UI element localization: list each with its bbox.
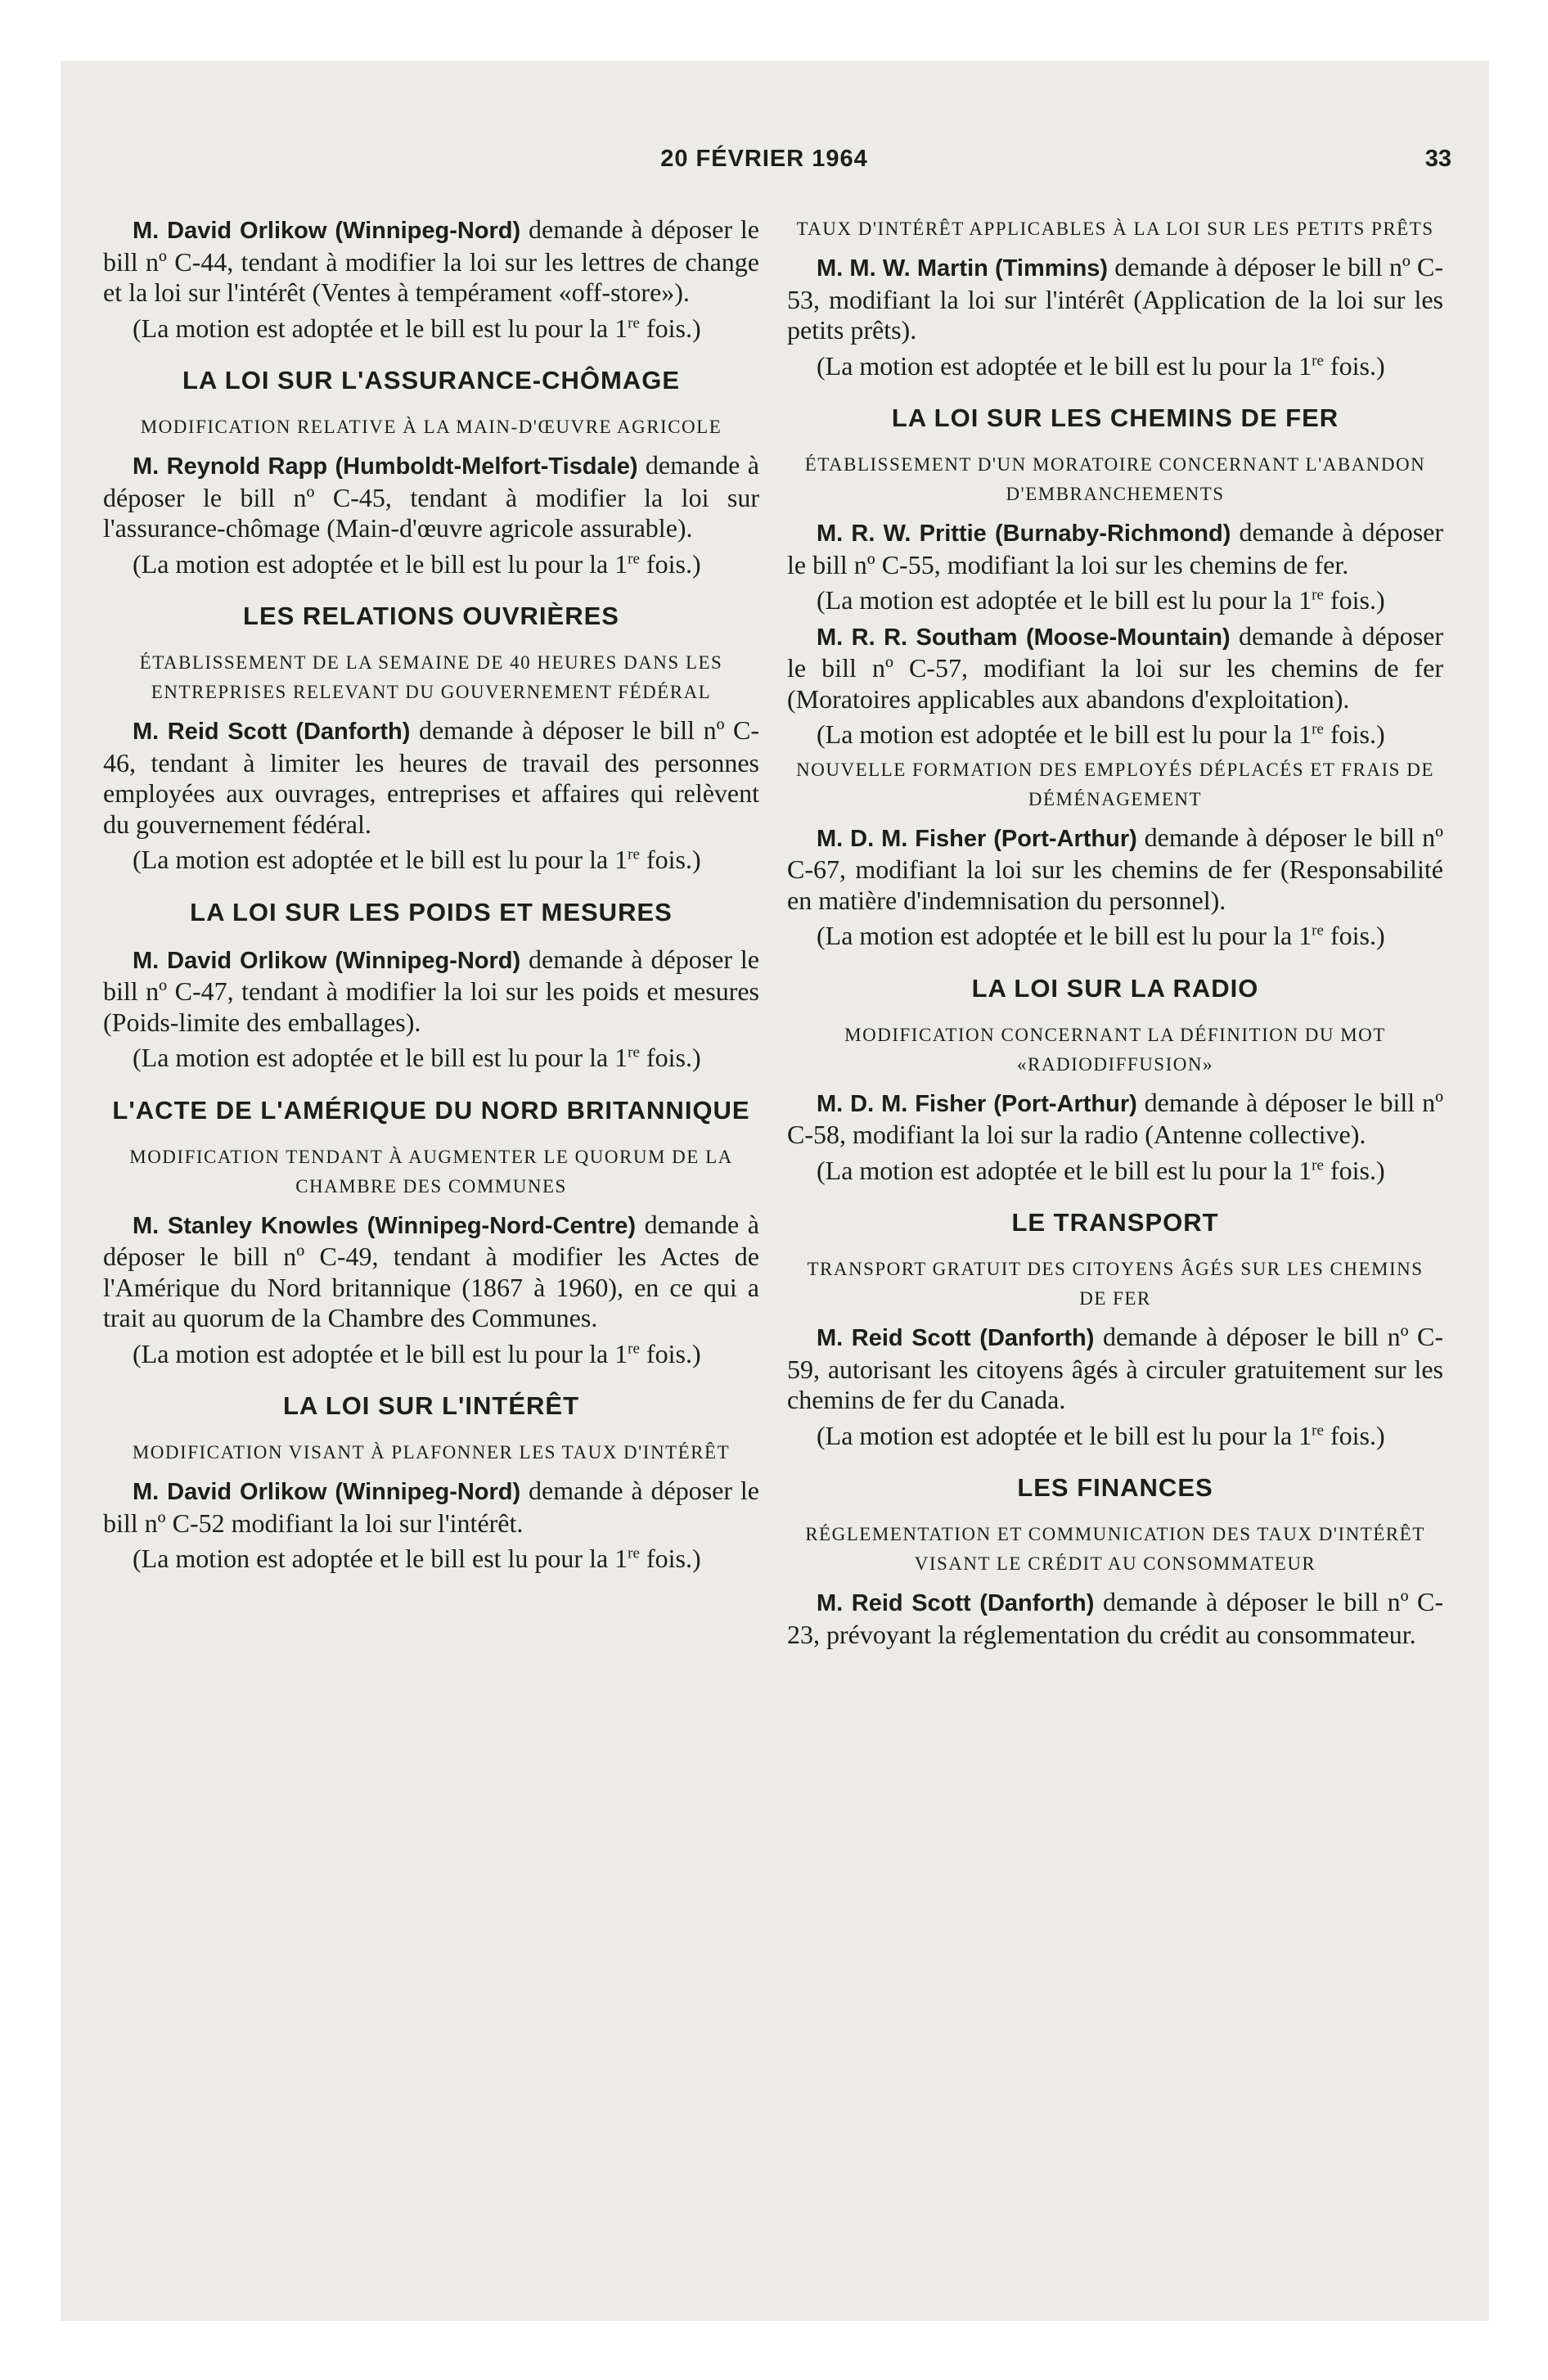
section-heading: LA LOI SUR LA RADIO — [971, 973, 1259, 1003]
riding-name: (Winnipeg-Nord) — [326, 1479, 521, 1505]
speaker-name: M. David Orlikow — [133, 947, 327, 974]
speaker-name: M. Reid Scott — [133, 719, 287, 745]
speaker-name: M. M. W. Martin — [817, 255, 988, 282]
motion-paragraph — [103, 1210, 759, 1334]
section-subheading: MODIFICATION TENDANT À AUGMENTER LE QUORUM DE LA CHAMBRE DES COMMUNES — [129, 1146, 733, 1197]
motion-result: (La motion est adoptée et le bill est lu pour la 1re fois.) — [817, 1420, 1385, 1450]
speaker-name: M. D. M. Fisher — [817, 825, 987, 852]
motion-paragraph — [787, 1088, 1443, 1151]
header-date: 20 FÉVRIER 1964 — [660, 146, 868, 172]
riding-name: (Port-Arthur) — [986, 825, 1137, 852]
riding-name: (Timmins) — [988, 255, 1109, 282]
motion-result: (La motion est adoptée et le bill est lu pour la 1re fois.) — [817, 921, 1385, 950]
section-heading: LES RELATIONS OUVRIÈRES — [243, 602, 619, 630]
motion-text: demande à déposer le bill nº C-52 modifiant la loi sur l'intérêt. — [103, 1476, 759, 1538]
motion-result: (La motion est adoptée et le bill est lu pour la 1re fois.) — [133, 1338, 701, 1368]
section-subheading: MODIFICATION VISANT À PLAFONNER LES TAUX D'INTÉRÊT — [132, 1442, 731, 1463]
motion-text: demande à déposer le bill nº C-49, tendant à modifier les Actes de l'Amérique du Nord britannique (1867 à 1960), en ce qui a trait au quorum de la Chambre des Communes. — [103, 1209, 759, 1332]
motion-paragraph — [787, 1587, 1443, 1650]
speaker-name: M. Reid Scott — [817, 1325, 971, 1351]
section-heading: L'ACTE DE L'AMÉRIQUE DU NORD BRITANNIQUE — [112, 1095, 750, 1125]
speaker-name: M. D. M. Fisher — [817, 1090, 987, 1117]
motion-result: (La motion est adoptée et le bill est lu pour la 1re fois.) — [133, 548, 701, 579]
motion-paragraph — [103, 214, 759, 309]
page-number: 33 — [1424, 146, 1451, 172]
speaker-name: M. Reynold Rapp — [133, 453, 328, 480]
section-subheading: TAUX D'INTÉRÊT APPLICABLES À LA LOI SUR LES PETITS PRÊTS — [796, 219, 1434, 239]
motion-result: (La motion est adoptée et le bill est lu pour la 1re fois.) — [817, 719, 1385, 749]
motion-text: demande à déposer le bill nº C-45, tendant à modifier la loi sur l'assurance-chômage (Main-d'œuvre agricole assurable). — [103, 450, 759, 543]
motion-result: (La motion est adoptée et le bill est lu pour la 1re fois.) — [817, 350, 1385, 381]
motion-text: demande à déposer le bill nº C-23, prévoyant la réglementation du crédit au consommateur. — [787, 1587, 1444, 1649]
speaker-name: M. R. W. Prittie — [817, 521, 987, 547]
motion-text: demande à déposer le bill nº C-59, autorisant les citoyens âgés à circuler gratuitement sur les chemins de fer du Canada. — [787, 1322, 1444, 1414]
section-subheading: ÉTABLISSEMENT D'UN MORATOIRE CONCERNANT L'ABANDON D'EMBRANCHEMENTS — [804, 454, 1426, 504]
motion-text: demande à déposer le bill nº C-44, tendant à modifier la loi sur les lettres de change et la loi sur l'intérêt (Ventes à tempérament «off-store»). — [103, 214, 759, 307]
motion-result: (La motion est adoptée et le bill est lu pour la 1re fois.) — [817, 1155, 1385, 1185]
speaker-name: M. R. R. Southam — [817, 624, 1018, 651]
motion-text: demande à déposer le bill nº C-53, modifiant la loi sur l'intérêt (Application de la loi sur les petits prêts). — [787, 252, 1443, 345]
motion-paragraph — [787, 1322, 1443, 1416]
scanned-page — [61, 61, 1489, 2321]
section-subheading: NOUVELLE FORMATION DES EMPLOYÉS DÉPLACÉS ET FRAIS DE DÉMÉNAGEMENT — [796, 759, 1434, 809]
riding-name: (Danforth) — [970, 1325, 1095, 1351]
section-heading: LA LOI SUR L'INTÉRÊT — [282, 1391, 580, 1420]
speaker-name: M. Reid Scott — [817, 1590, 971, 1616]
riding-name: (Winnipeg-Nord) — [326, 218, 521, 244]
motion-paragraph — [103, 715, 759, 840]
riding-name: (Humboldt-Melfort-Tisdale) — [327, 453, 638, 480]
motion-paragraph — [103, 944, 759, 1039]
motion-paragraph — [103, 450, 759, 544]
left-column — [103, 214, 759, 1580]
section-subheading: MODIFICATION CONCERNANT LA DÉFINITION DU MOT «RADIODIFFUSION» — [844, 1024, 1386, 1075]
section-heading: LE TRANSPORT — [1011, 1208, 1219, 1237]
motion-text: demande à déposer le bill nº C-58, modifiant la loi sur la radio (Antenne collective). — [787, 1087, 1443, 1149]
motion-result: (La motion est adoptée et le bill est lu pour la 1re fois.) — [133, 313, 701, 343]
motion-result: (La motion est adoptée et le bill est lu pour la 1re fois.) — [817, 585, 1385, 615]
motion-text: demande à déposer le bill nº C-46, tendant à limiter les heures de travail des personnes employées aux ouvrages, entreprises et affaires qui relèvent du gouvernement fédéral. — [103, 715, 760, 839]
riding-name: (Moose-Mountain) — [1017, 624, 1231, 651]
riding-name: (Danforth) — [286, 719, 411, 745]
motion-text: demande à déposer le bill nº C-67, modifiant la loi sur les chemins de fer (Responsabilité en matière d'indemnisation du personnel). — [787, 822, 1443, 915]
motion-paragraph — [103, 1476, 759, 1539]
section-subheading: TRANSPORT GRATUIT DES CITOYENS ÂGÉS SUR LES CHEMINS DE FER — [807, 1259, 1424, 1309]
speaker-name: M. Stanley Knowles — [133, 1212, 358, 1239]
riding-name: (Port-Arthur) — [986, 1090, 1137, 1117]
riding-name: (Danforth) — [970, 1590, 1095, 1616]
motion-text: demande à déposer le bill nº C-57, modifiant la loi sur les chemins de fer (Moratoires applicables aux abandons d'exploitation). — [787, 620, 1444, 714]
riding-name: (Winnipeg-Nord-Centre) — [358, 1212, 637, 1239]
motion-paragraph — [787, 517, 1443, 580]
speaker-name: M. David Orlikow — [133, 1479, 327, 1505]
motion-paragraph — [787, 621, 1443, 715]
motion-result: (La motion est adoptée et le bill est lu pour la 1re fois.) — [133, 1043, 701, 1072]
motion-text: demande à déposer le bill nº C-55, modifiant la loi sur les chemins de fer. — [787, 517, 1444, 579]
speaker-name: M. David Orlikow — [133, 218, 327, 244]
riding-name: (Burnaby-Richmond) — [986, 521, 1231, 547]
riding-name: (Winnipeg-Nord) — [326, 947, 521, 974]
section-heading: LA LOI SUR LES CHEMINS DE FER — [891, 403, 1339, 432]
right-column — [787, 214, 1443, 1655]
section-subheading: MODIFICATION RELATIVE À LA MAIN-D'ŒUVRE AGRICOLE — [140, 417, 722, 437]
motion-result: (La motion est adoptée et le bill est lu pour la 1re fois.) — [133, 1544, 701, 1573]
section-heading: LA LOI SUR LES POIDS ET MESURES — [190, 897, 673, 926]
section-subheading: RÉGLEMENTATION ET COMMUNICATION DES TAUX D'INTÉRÊT VISANT LE CRÉDIT AU CONSOMMATEUR — [805, 1524, 1425, 1574]
section-heading: LES FINANCES — [1017, 1473, 1213, 1502]
motion-result: (La motion est adoptée et le bill est lu pour la 1re fois.) — [133, 845, 701, 874]
section-subheading: ÉTABLISSEMENT DE LA SEMAINE DE 40 HEURES DANS LES ENTREPRISES RELEVANT DU GOUVERNEMENT FÉDÉRAL — [139, 652, 723, 702]
section-heading: LA LOI SUR L'ASSURANCE-CHÔMAGE — [182, 366, 680, 394]
motion-paragraph — [787, 823, 1443, 917]
motion-paragraph — [787, 252, 1443, 346]
motion-text: demande à déposer le bill nº C-47, tendant à modifier la loi sur les poids et mesures (Poids-limite des emballages). — [103, 944, 759, 1037]
